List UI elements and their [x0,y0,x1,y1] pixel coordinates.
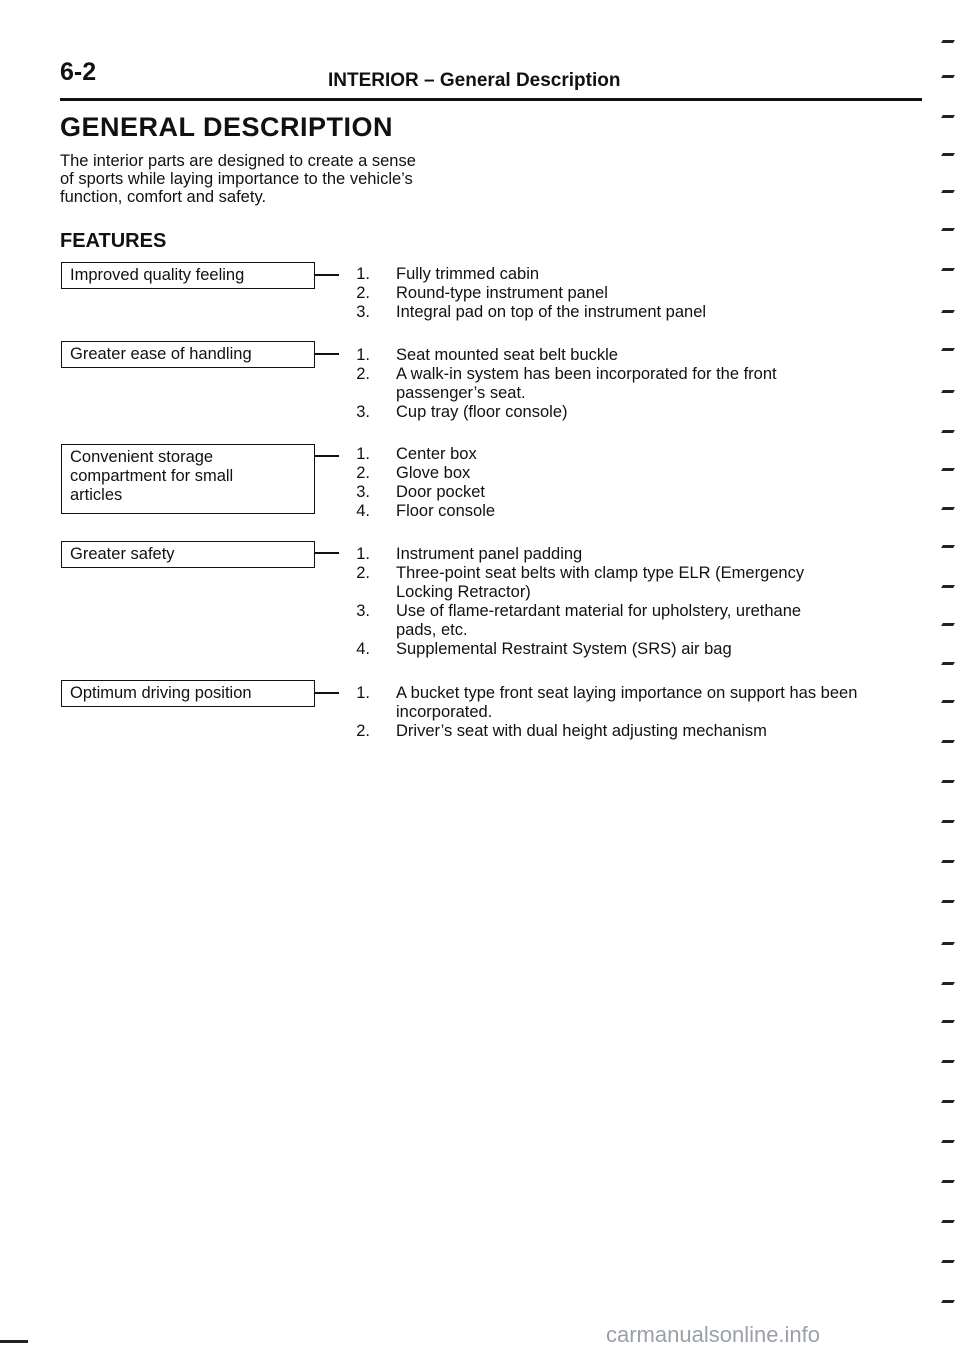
binding-mark [941,1300,955,1303]
feature-item [350,445,920,464]
feature-items-driving-position [350,684,920,741]
binding-mark [941,468,955,471]
item-text: Seat mounted seat belt buckle [396,346,618,364]
binding-mark [941,860,955,863]
item-number: 2. [356,564,370,582]
feature-connector [315,692,339,694]
feature-label: Convenient storage [70,448,214,466]
feature-box-driving-position [61,680,315,707]
item-number: 2. [356,722,370,740]
item-number: 1. [356,445,370,463]
item-text: Driver’s seat with dual height adjusting mechanism [396,722,767,740]
item-text: passenger’s seat. [396,384,526,402]
binding-mark [941,1180,955,1183]
feature-connector [315,552,339,554]
item-number: 1. [356,265,370,283]
feature-item [350,602,920,640]
feature-item [350,564,920,602]
feature-box-storage [61,444,315,514]
feature-item [350,346,920,365]
binding-margin-marks [928,20,960,1340]
binding-mark [941,1020,955,1023]
item-number: 2. [356,284,370,302]
item-text: Glove box [396,464,471,482]
binding-mark [941,228,955,231]
item-number: 4. [356,502,370,520]
feature-item [350,545,920,564]
binding-mark [941,900,955,903]
feature-connector [315,455,339,457]
binding-mark [941,310,955,313]
item-text: Instrument panel padding [396,545,583,563]
feature-item [350,365,920,403]
feature-box-quality [61,262,315,289]
watermark: carmanualsonline.info [606,1322,821,1347]
feature-item [350,284,920,303]
section-title: GENERAL DESCRIPTION [60,112,394,142]
binding-mark [941,190,955,193]
item-number: 3. [356,602,370,620]
binding-mark [941,507,955,510]
binding-mark [941,75,955,78]
item-number: 3. [356,303,370,321]
item-text: pads, etc. [396,621,468,639]
feature-items-storage [350,445,920,521]
scan-corner-mark [0,1340,28,1343]
item-text: Supplemental Restraint System (SRS) air bag [396,640,732,658]
feature-label: Optimum driving position [70,684,252,702]
feature-item [350,303,920,322]
feature-item [350,502,920,521]
feature-label: Greater safety [70,545,175,563]
item-text: A walk-in system has been incorporated for the front [396,365,777,383]
item-text: Locking Retractor) [396,583,531,601]
feature-item [350,265,920,284]
item-number: 1. [356,684,370,702]
binding-mark [941,740,955,743]
binding-mark [941,348,955,351]
running-title: INTERIOR – General Description [328,70,621,91]
intro-line: The interior parts are designed to create a sense [60,152,416,170]
feature-item [350,684,920,722]
item-number: 3. [356,483,370,501]
feature-item [350,464,920,483]
feature-item [350,483,920,502]
binding-mark [941,115,955,118]
item-text: incorporated. [396,703,493,721]
item-text: Center box [396,445,477,463]
item-text: A bucket type front seat laying importance on support has been [396,684,858,702]
page-number: 6-2 [60,58,97,86]
item-number: 2. [356,365,370,383]
item-text: Three-point seat belts with clamp type ELR (Emergency [396,564,805,582]
binding-mark [941,585,955,588]
binding-mark [941,153,955,156]
item-text: Integral pad on top of the instrument panel [396,303,707,321]
binding-mark [941,1220,955,1223]
binding-mark [941,268,955,271]
binding-mark [941,1100,955,1103]
item-text: Cup tray (floor console) [396,403,568,421]
features-title: FEATURES [60,230,167,252]
binding-mark [941,1140,955,1143]
intro-paragraph [60,152,500,206]
feature-items-handling [350,346,920,422]
binding-mark [941,40,955,43]
feature-connector [315,353,339,355]
item-text: Fully trimmed cabin [396,265,540,283]
binding-mark [941,390,955,393]
item-number: 3. [356,403,370,421]
binding-mark [941,623,955,626]
binding-mark [941,1260,955,1263]
intro-line: function, comfort and safety. [60,188,267,206]
feature-label: articles [70,486,123,504]
intro-line: of sports while laying importance to the vehicle’s [60,170,413,188]
binding-mark [941,545,955,548]
feature-items-safety [350,545,920,659]
binding-mark [941,1060,955,1063]
feature-label: compartment for small [70,467,234,485]
item-number: 2. [356,464,370,482]
binding-mark [941,982,955,985]
feature-box-safety [61,541,315,568]
binding-mark [941,662,955,665]
feature-connector [315,274,339,276]
binding-mark [941,430,955,433]
header-rule [60,98,922,101]
binding-mark [941,700,955,703]
item-number: 1. [356,545,370,563]
binding-mark [941,942,955,945]
item-text: Round-type instrument panel [396,284,608,302]
binding-mark [941,820,955,823]
feature-label: Greater ease of handling [70,345,252,363]
item-number: 1. [356,346,370,364]
item-number: 4. [356,640,370,658]
feature-item [350,640,920,659]
feature-item [350,403,920,422]
item-text: Use of flame-retardant material for upholstery, urethane [396,602,802,620]
feature-item [350,722,920,741]
item-text: Door pocket [396,483,485,501]
feature-box-handling [61,341,315,368]
feature-label: Improved quality feeling [70,266,245,284]
feature-items-quality [350,265,920,322]
binding-mark [941,780,955,783]
item-text: Floor console [396,502,496,520]
